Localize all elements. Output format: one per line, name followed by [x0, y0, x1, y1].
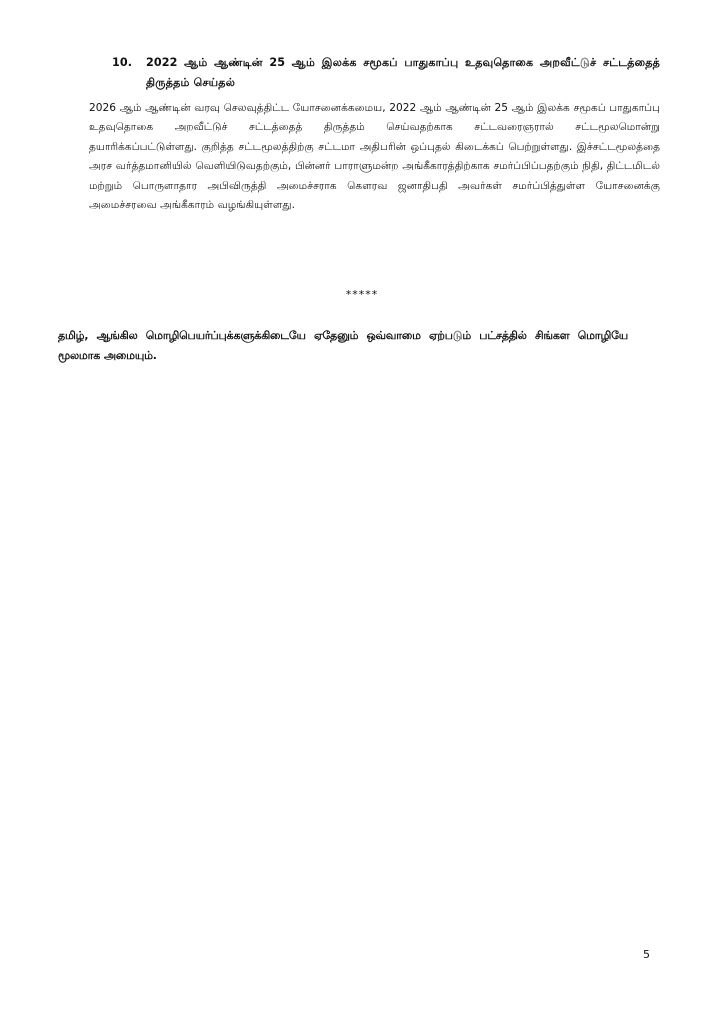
- page-number: 5: [643, 948, 650, 961]
- section-heading: [112, 53, 660, 93]
- section-body: 2026 ஆம் ஆண்டின் வரவு செலவுத்திட்ட யோசனைக்கமைய, 2022 ஆம் ஆண்டின் 25 ஆம் இலக்க சமூகப் பாதுகாப்பு உதவுதொகை அறவீட்டுச் சட்டத்தைத் திருத்தம் செய்வதற்காக சட்டவரைஞரால் சட்டமூலமொன்று தயாரிக்கப்பட்டுள்ளது. குறித்த சட்டமூலத்திற்கு சட்டமா அதிபரின் ஒப்புதல் கிடைக்கப் பெற்றுள்ளது. இச்சட்டமூலத்தை அரச வர்த்தமானியில் வெளியிடுவதற்கும், பின்னர் பாராளுமன்ற அங்கீகாரத்திற்காக சமர்ப்பிப்பதற்கும் நிதி, திட்டமிடல் மற்றும் பொருளாதார அபிவிருத்தி அமைச்சராக கௌரவ ஜனாதிபதி அவர்கள் சமர்ப்பித்துள்ள யோசனைக்கு அமைச்சரவை அங்கீகாரம் வழங்கியுள்ளது.: [89, 102, 660, 212]
- language-note: தமிழ், ஆங்கில மொழிபெயர்ப்புக்களுக்கிடையே ஏதேனும் ஒவ்வாமை ஏற்படும் பட்சத்தில் சிங்கள மொழியே மூலமாக அமையும்.: [58, 329, 628, 362]
- separator: *****: [345, 288, 379, 301]
- section-number: 10.: [112, 56, 133, 69]
- section-title: 2022 ஆம் ஆண்டின் 25 ஆம் இலக்க சமூகப் பாதுகாப்பு உதவுதொகை அறவீட்டுச் சட்டத்தைத் திருத்தம் செய்தல்: [146, 56, 660, 89]
